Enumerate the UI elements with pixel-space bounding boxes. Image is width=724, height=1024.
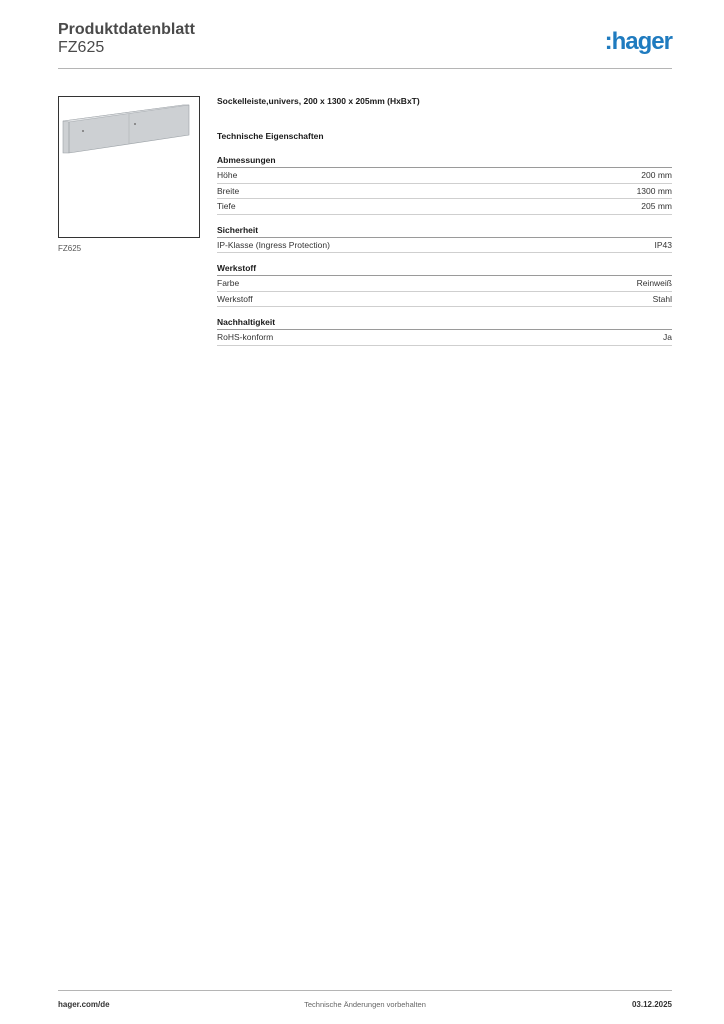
group-title: Werkstoff bbox=[217, 263, 672, 276]
product-description: Sockelleiste,univers, 200 x 1300 x 205mm (HxBxT) bbox=[217, 96, 420, 106]
row-label: Werkstoff bbox=[217, 293, 253, 304]
product-content bbox=[217, 96, 672, 356]
image-caption: FZ625 bbox=[58, 244, 82, 253]
page-footer bbox=[58, 990, 672, 1009]
page-header bbox=[58, 20, 672, 69]
table-row bbox=[217, 168, 672, 184]
group-material bbox=[217, 263, 672, 307]
table-row bbox=[217, 330, 672, 346]
group-title: Sicherheit bbox=[217, 225, 672, 238]
table-row bbox=[217, 276, 672, 292]
document-subtitle: FZ625 bbox=[58, 39, 105, 56]
footer-date: 03.12.2025 bbox=[631, 1000, 672, 1009]
document-title: Produktdatenblatt bbox=[58, 21, 195, 38]
section-technical-properties: Technische Eigenschaften bbox=[217, 131, 324, 141]
row-value: 200 mm bbox=[641, 170, 672, 180]
table-row bbox=[217, 238, 672, 254]
table-row bbox=[217, 184, 672, 200]
row-label: IP-Klasse (Ingress Protection) bbox=[217, 239, 330, 250]
group-dimensions bbox=[217, 155, 672, 215]
row-label: Farbe bbox=[217, 278, 240, 288]
hager-logo: :hager bbox=[604, 28, 672, 55]
row-label: Höhe bbox=[217, 170, 238, 180]
product-image bbox=[58, 96, 200, 238]
row-value: 1300 mm bbox=[636, 185, 672, 196]
footer-disclaimer: Technische Änderungen vorbehalten bbox=[304, 1000, 426, 1009]
footer-website: hager.com/de bbox=[58, 1000, 110, 1009]
group-safety bbox=[217, 225, 672, 254]
table-row bbox=[217, 199, 672, 215]
row-label: Tiefe bbox=[217, 201, 236, 211]
table-row bbox=[217, 292, 672, 308]
row-value: IP43 bbox=[654, 239, 672, 250]
row-label: RoHS-konform bbox=[217, 332, 274, 342]
row-value: Reinweiß bbox=[636, 278, 672, 288]
product-photo-plinth-icon bbox=[59, 97, 199, 237]
row-label: Breite bbox=[217, 185, 240, 196]
row-value: 205 mm bbox=[641, 201, 672, 211]
row-value: Ja bbox=[663, 332, 672, 342]
row-value: Stahl bbox=[652, 293, 672, 304]
group-sustainability bbox=[217, 317, 672, 346]
group-title: Abmessungen bbox=[217, 155, 672, 168]
group-title: Nachhaltigkeit bbox=[217, 317, 672, 330]
